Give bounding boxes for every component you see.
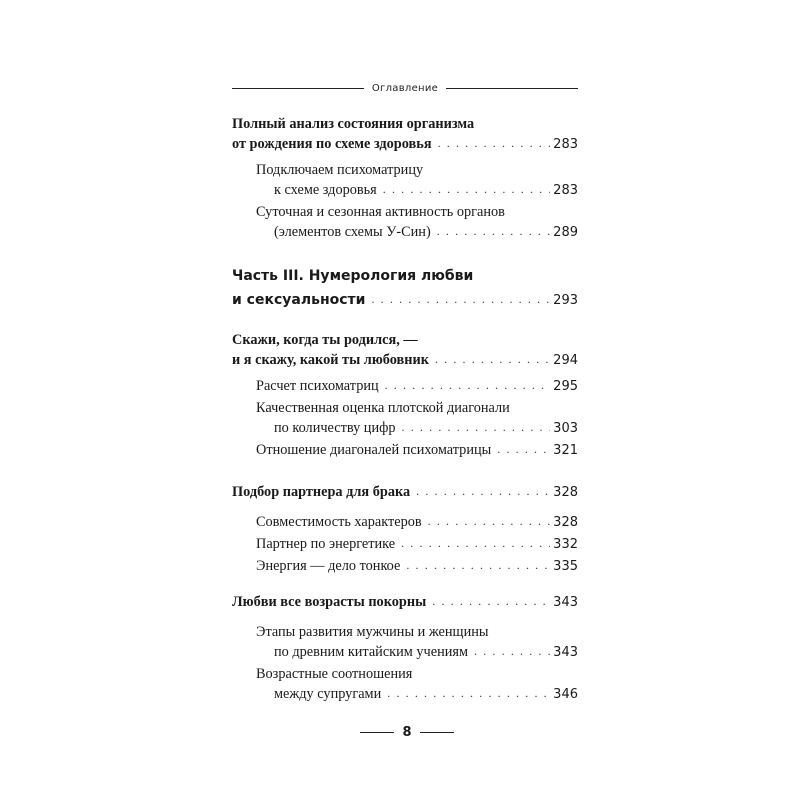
toc-leader-dots: [402, 420, 551, 435]
toc-entry-title: и я скажу, какой ты любовник: [232, 352, 429, 368]
toc-entry-title: Суточная и сезонная активность органов: [256, 204, 505, 220]
toc-page-number: 303: [553, 421, 578, 436]
toc-page-number: 295: [553, 379, 578, 394]
toc-page-number: 294: [553, 353, 578, 368]
running-header: [232, 78, 578, 98]
toc-leader-dots: [474, 644, 550, 659]
toc-entry-title: по древним китайским учениям: [274, 644, 469, 660]
toc-entry-title: Подбор партнера для брака: [232, 484, 411, 500]
toc-leader-dots: [438, 136, 551, 151]
toc-leader-dots: [385, 378, 551, 393]
toc-leader-dots: [383, 182, 550, 197]
toc-entry-title: Совместимость характеров: [256, 514, 422, 530]
toc-entry-title: Любви все возрасты покорны: [232, 594, 427, 610]
toc-leader-dots: [428, 514, 551, 529]
toc-entry-title: и сексуальности: [232, 292, 366, 308]
toc-leader-dots: [401, 536, 550, 551]
toc-leader-dots: [406, 558, 550, 573]
toc-entry-title: Часть III. Нумерология любви: [232, 268, 474, 284]
toc-entry-title: по количеству цифр: [274, 420, 396, 436]
toc-leader-dots: [435, 352, 550, 367]
toc-page-number: 283: [553, 183, 578, 198]
header-rule-right: [446, 88, 578, 89]
toc-entry-title: от рождения по схеме здоровья: [232, 136, 432, 152]
toc-entry-title: Качественная оценка плотской диагонали: [256, 400, 510, 416]
toc-leader-dots: [387, 686, 550, 701]
toc-page-number: 328: [553, 515, 578, 530]
toc-page-number: 289: [553, 225, 578, 240]
toc-entry-title: Отношение диагоналей психоматрицы: [256, 442, 492, 458]
toc-leader-dots: [416, 484, 550, 499]
page-footer: [357, 722, 457, 742]
toc-entry-title: Партнер по энергетике: [256, 536, 396, 552]
footer-rule-right: [420, 732, 454, 733]
toc-page-number: 343: [553, 595, 578, 610]
toc-leader-dots: [371, 292, 550, 307]
toc-entry-title: Этапы развития мужчины и женщины: [256, 624, 489, 640]
toc-page-number: 283: [553, 137, 578, 152]
toc-page-number: 321: [553, 443, 578, 458]
toc-entry-title: Подключаем психоматрицу: [256, 162, 424, 178]
toc-page-number: 343: [553, 645, 578, 660]
toc-page-number: 332: [553, 537, 578, 552]
toc-entry-title: Энергия — дело тонкое: [256, 558, 401, 574]
toc-page-number: 293: [553, 293, 578, 308]
toc-page-number: 335: [553, 559, 578, 574]
page-number: 8: [402, 724, 412, 740]
footer-rule-left: [360, 732, 394, 733]
toc-entry-title: к схеме здоровья: [274, 182, 377, 198]
toc-leader-dots: [497, 442, 550, 457]
toc-entry-title: Скажи, когда ты родился, —: [232, 332, 418, 348]
toc-page-number: 346: [553, 687, 578, 702]
toc-entry-title: (элементов схемы У-Син): [274, 224, 431, 240]
toc-entry-title: между супругами: [274, 686, 382, 702]
toc-entry-title: Расчет психоматриц: [256, 378, 379, 394]
toc-entry-title: Полный анализ состояния организма: [232, 116, 475, 132]
toc-leader-dots: [437, 224, 550, 239]
header-rule-left: [232, 88, 364, 89]
toc-page-number: 328: [553, 485, 578, 500]
toc-leader-dots: [432, 594, 550, 609]
toc-entry-title: Возрастные соотношения: [256, 666, 413, 682]
header-title: Оглавление: [371, 82, 439, 94]
